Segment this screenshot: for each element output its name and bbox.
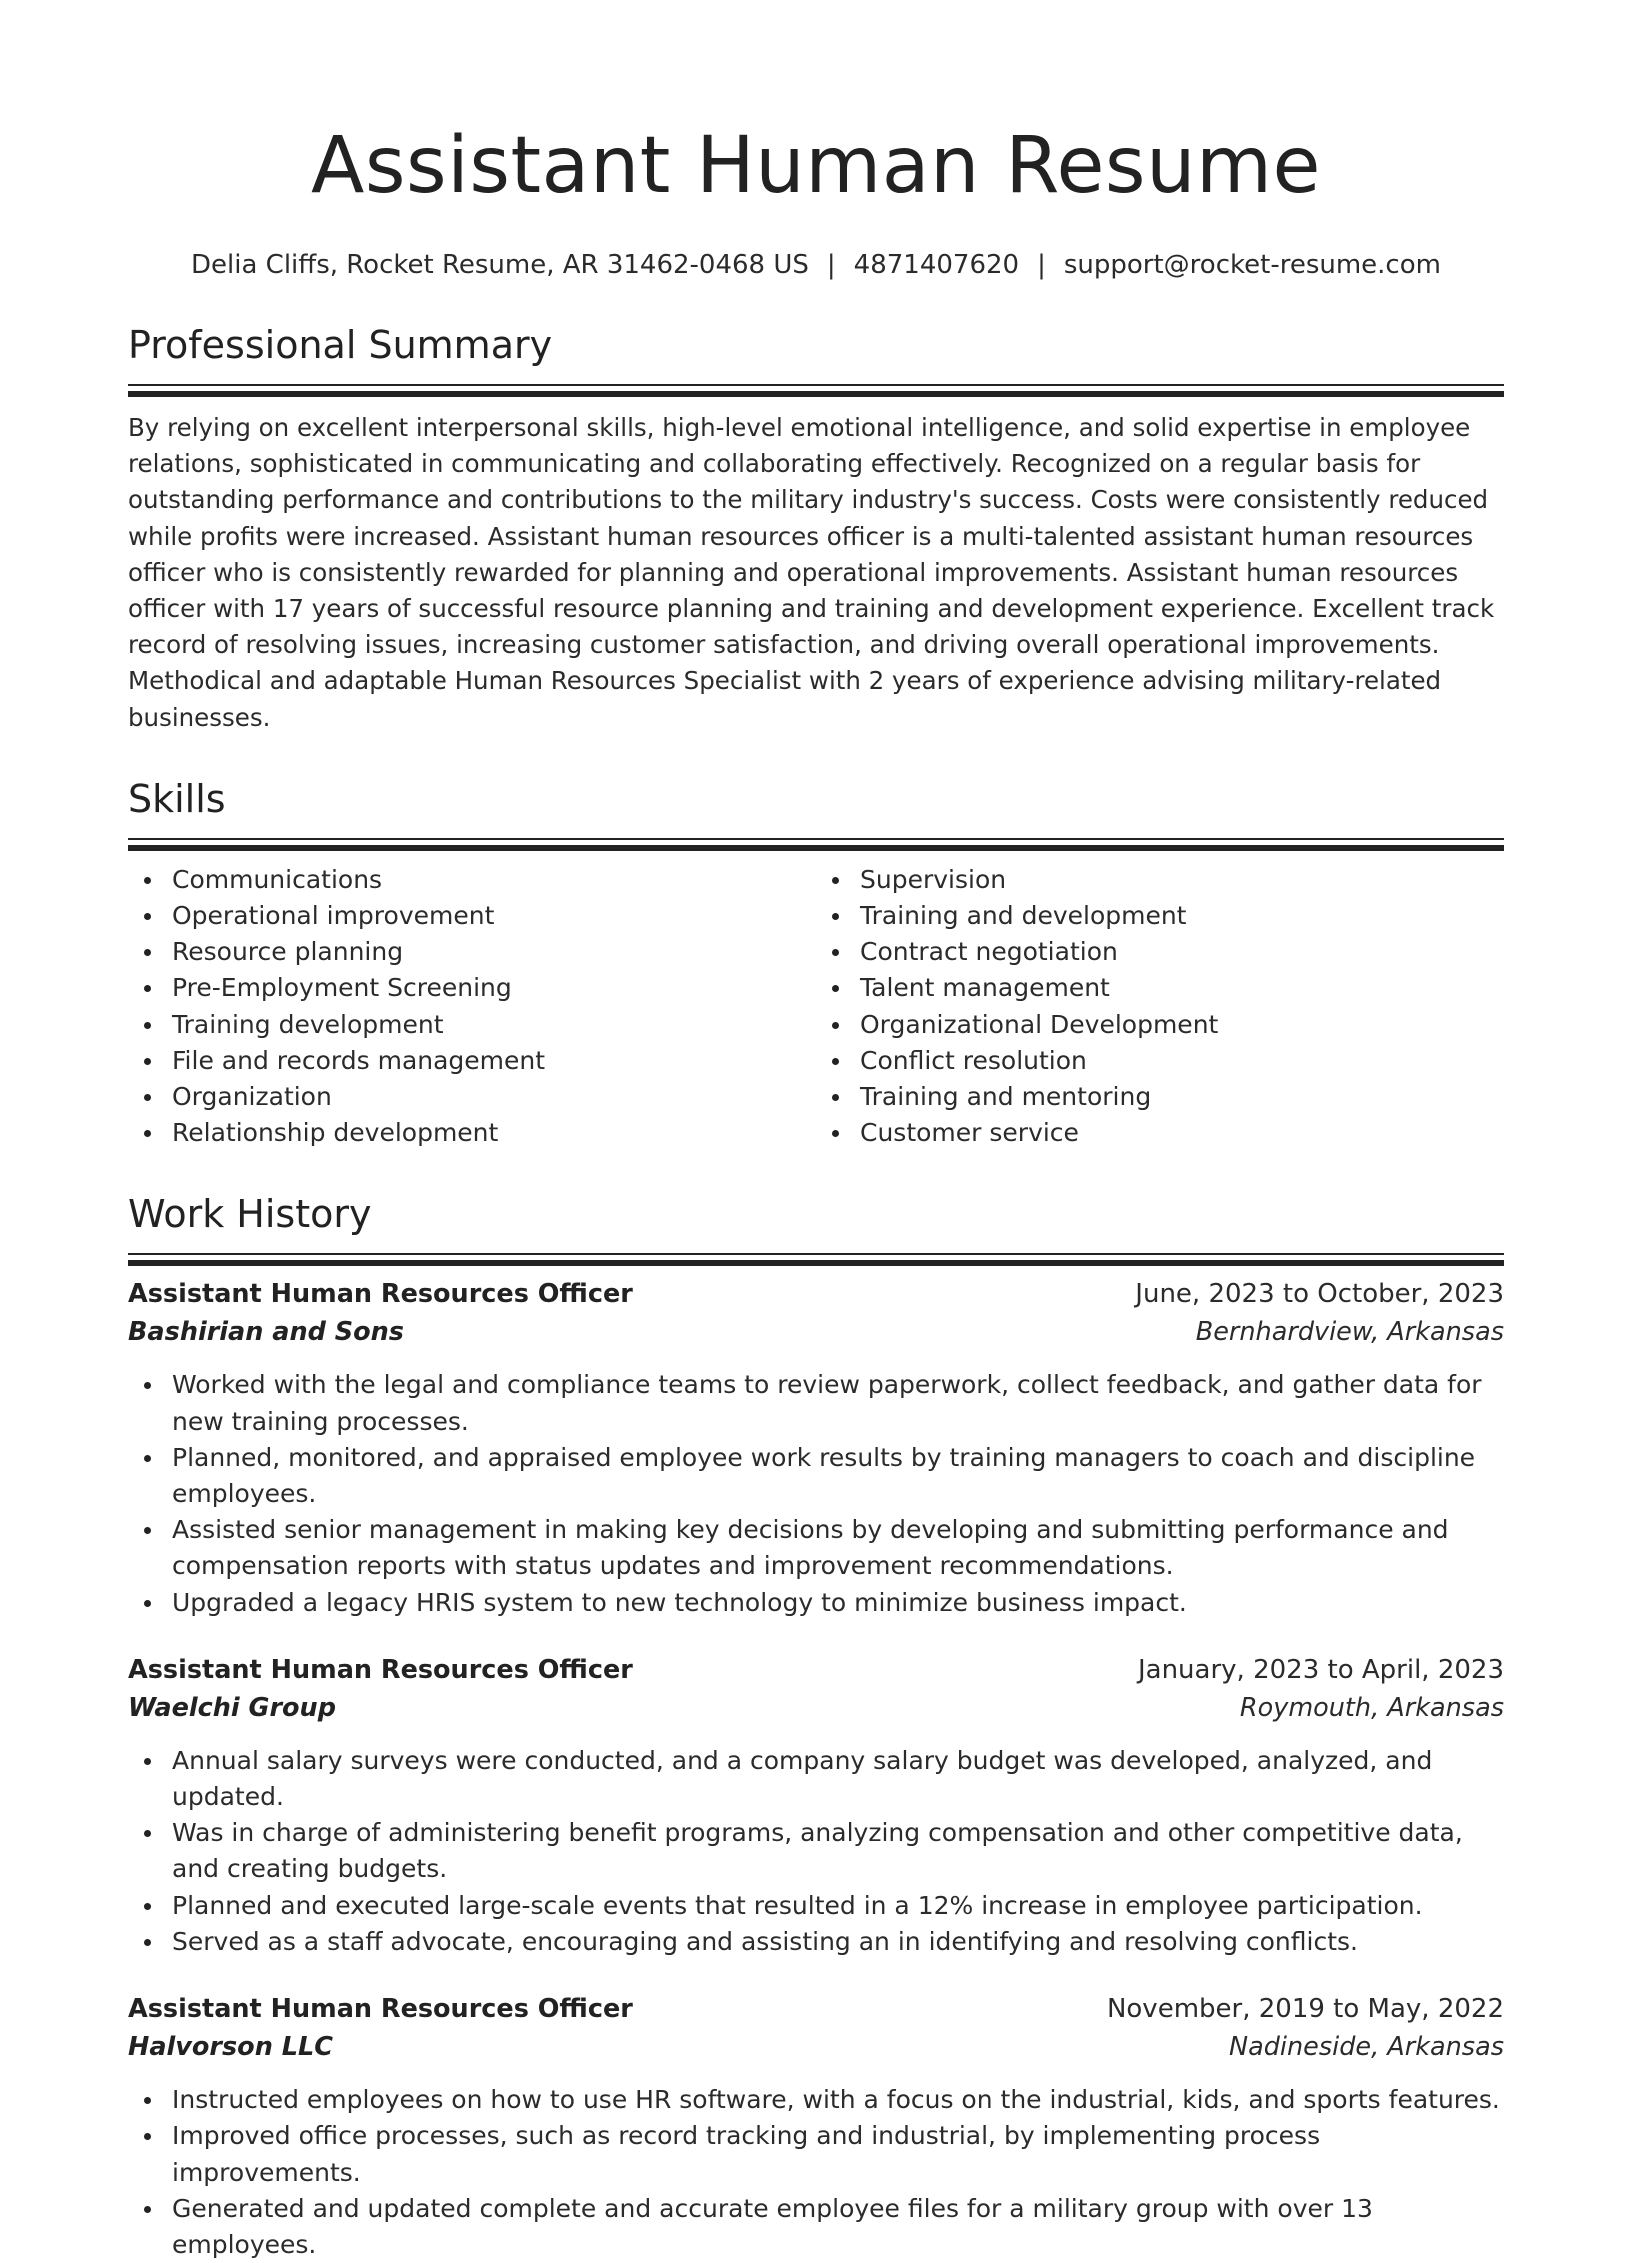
job-company: Halvorson LLC [128,2032,333,2063]
section-title: Skills [128,776,226,821]
job-header-row [128,1275,1504,1313]
skill-item: File and records management [128,1043,816,1079]
job-bullet: Upgraded a legacy HRIS system to new technology to minimize business impact. [128,1585,1504,1621]
job-bullet: Was in charge of administering benefit programs, analyzing compensation and other competitive data, and creating budgets. [128,1815,1504,1887]
summary-section [128,322,1504,736]
skill-item: Talent management [816,970,1504,1006]
job-bullet: Generated and updated complete and accurate employee files for a military group with over 13 employees. [128,2191,1504,2263]
job-company-row [128,1313,1504,1351]
skill-item: Training and development [816,898,1504,934]
job-entry [128,1990,1504,2263]
job-title: Assistant Human Resources Officer [128,1654,633,1685]
job-title: Assistant Human Resources Officer [128,1994,633,2025]
job-dates: November, 2019 to May, 2022 [1106,1994,1504,2025]
skill-item: Training development [128,1007,816,1043]
contact-separator: | [1037,250,1046,280]
job-company-row [128,2028,1504,2066]
contact-separator: | [826,250,836,280]
skill-item: Communications [128,862,816,898]
job-location: Roymouth, Arkansas [1239,1692,1504,1723]
skills-section [128,776,1504,1152]
job-entry [128,1651,1504,1960]
skill-item: Operational improvement [128,898,816,934]
skill-item: Contract negotiation [816,934,1504,970]
contact-address: Delia Cliffs, Rocket Resume, AR 31462-0468 US [191,250,809,280]
job-bullet: Served as a staff advocate, encouraging and assisting an in identifying and resolving conflicts. [128,1924,1504,1960]
skill-item: Customer service [816,1115,1504,1151]
job-location: Bernhardview, Arkansas [1195,1317,1504,1348]
job-company: Bashirian and Sons [128,1317,404,1348]
job-bullet: Improved office processes, such as record tracking and industrial, by implementing process improvements. [128,2118,1504,2190]
skill-item: Supervision [816,862,1504,898]
job-location: Nadineside, Arkansas [1229,2032,1504,2063]
resume-name: Assistant Human Resume [311,121,1321,211]
skill-item: Organization [128,1079,816,1115]
job-header-row [128,1990,1504,2028]
skill-item: Training and mentoring [816,1079,1504,1115]
job-bullet: Instructed employees on how to use HR software, with a focus on the industrial, kids, and sports features. [128,2082,1504,2118]
skill-item: Resource planning [128,934,816,970]
skills-list-right [816,862,1504,1152]
job-bullets [128,2082,1504,2263]
work-history-section [128,1191,1504,2263]
job-header-row [128,1651,1504,1689]
job-company: Waelchi Group [128,1692,336,1723]
job-bullets [128,1743,1504,1960]
section-title: Professional Summary [128,323,553,367]
job-bullet: Worked with the legal and compliance teams to review paperwork, collect feedback, and gather data for new training processes. [128,1367,1504,1439]
contact-phone: 4871407620 [853,250,1020,280]
skill-item: Relationship development [128,1115,816,1151]
section-title: Work History [128,1192,372,1237]
skills-columns [128,862,1504,1152]
summary-text: By relying on excellent interpersonal skills, high-level emotional intelligence, and solid expertise in employee relations, sophisticated in communicating and collaborating effectively. Recognized on a regular basis for outstanding performance and contributions to the military industry's success. Costs were consistently reduced while profits were increased. Assistant human resources officer is a multi-talented assistant human resources officer who is consistently rewarded for planning and operational improvements. Assistant human resources officer with 17 years of successful resource planning and training and development experience. Excellent track record of resolving issues, increasing customer satisfaction, and driving overall operational improvements. Methodical and adaptable Human Resources Specialist with 2 years of experience advising military-related businesses. [128,413,1495,732]
job-bullets [128,1367,1504,1620]
skill-item: Organizational Development [816,1007,1504,1043]
job-bullet: Annual salary surveys were conducted, and a company salary budget was developed, analyzed, and updated. [128,1743,1504,1815]
skill-item: Conflict resolution [816,1043,1504,1079]
section-divider [128,384,1504,396]
section-divider [128,838,1504,850]
job-dates: June, 2023 to October, 2023 [1135,1279,1504,1310]
job-title: Assistant Human Resources Officer [128,1279,633,1310]
job-dates: January, 2023 to April, 2023 [1137,1654,1504,1685]
job-bullet: Assisted senior management in making key decisions by developing and submitting performance and compensation reports with status updates and improvement recommendations. [128,1512,1504,1584]
skills-list-left [128,862,816,1152]
job-entry [128,1275,1504,1620]
job-company-row [128,1689,1504,1727]
contact-line [128,248,1504,282]
job-bullet: Planned, monitored, and appraised employee work results by training managers to coach and discipline employees. [128,1440,1504,1512]
section-divider [128,1253,1504,1265]
skill-item: Pre-Employment Screening [128,970,816,1006]
job-bullet: Planned and executed large-scale events that resulted in a 12% increase in employee participation. [128,1888,1504,1924]
contact-email: support@rocket-resume.com [1063,250,1441,280]
